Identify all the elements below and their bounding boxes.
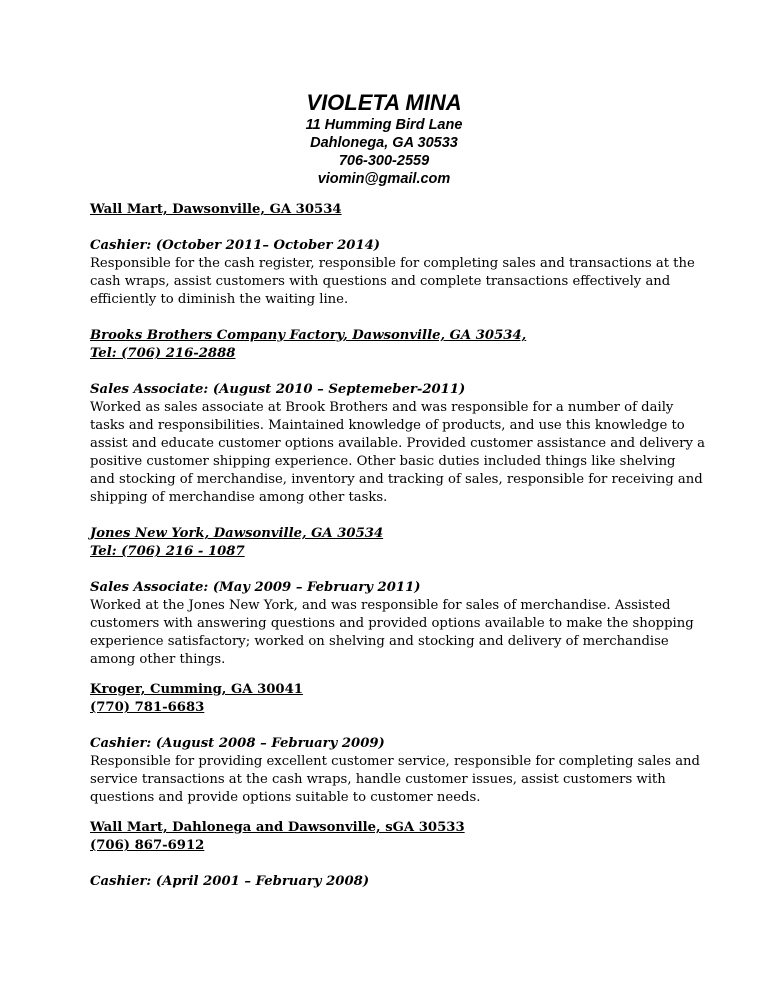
description-line: efficiently to diminish the waiting line.: [90, 292, 349, 307]
description-line: questions and provide options suitable to customer needs.: [90, 790, 481, 805]
job-description: [90, 255, 695, 309]
description-line: cash wraps, assist customers with questions and complete transactions effectively and: [90, 274, 671, 289]
description-line: positive customer shipping experience. Other basic duties included things like shelving: [90, 454, 676, 469]
resume-header: [0, 90, 768, 188]
description-line: and stocking of merchandise, inventory and tracking of sales, responsible for receiving and: [90, 472, 703, 487]
job-role: Cashier: (April 2001 – February 2008): [90, 874, 370, 889]
description-line: shipping of merchandise among other tasks.: [90, 490, 388, 505]
job-entry: [90, 327, 705, 507]
job-description: [90, 597, 694, 669]
employer-phone: (706) 867-6912: [90, 838, 205, 853]
street-address: 11 Humming Bird Lane: [305, 117, 463, 133]
description-line: Responsible for providing excellent customer service, responsible for completing sales and: [90, 754, 700, 769]
description-line: tasks and responsibilities. Maintained knowledge of products, and use this knowledge to: [90, 418, 685, 433]
employer-name: Wall Mart, Dahlonega and Dawsonville, sGA 30533: [90, 820, 465, 835]
employer-name: Kroger, Cumming, GA 30041: [90, 682, 303, 697]
candidate-name: VIOLETA MINA: [306, 90, 462, 115]
description-line: Worked at the Jones New York, and was responsible for sales of merchandise. Assisted: [90, 598, 671, 613]
email-address: viomin@gmail.com: [317, 171, 451, 187]
description-line: customers with answering questions and provided options available to make the shopping: [90, 616, 694, 631]
employer-name: Jones New York, Dawsonville, GA 30534: [90, 526, 384, 541]
job-role: Cashier: (August 2008 – February 2009): [90, 736, 385, 751]
description-line: among other things.: [90, 652, 226, 667]
description-line: experience satisfactory; worked on shelving and stocking and delivery of merchandise: [90, 634, 669, 649]
job-entry: [90, 681, 700, 807]
job-role: Sales Associate: (August 2010 – Septemeber-2011): [90, 382, 466, 397]
job-entry: [90, 201, 695, 309]
phone-number: 706-300-2559: [338, 153, 430, 169]
employer-phone: Tel: (706) 216-2888: [90, 346, 236, 361]
job-description: [90, 753, 700, 807]
description-line: Worked as sales associate at Brook Brothers and was responsible for a number of daily: [90, 400, 674, 415]
description-line: service transactions at the cash wraps, handle customer issues, assist customers with: [90, 772, 666, 787]
city-state-zip: Dahlonega, GA 30533: [310, 135, 458, 151]
employer-name: Wall Mart, Dawsonville, GA 30534: [90, 202, 342, 217]
description-line: Responsible for the cash register, responsible for completing sales and transactions at the: [90, 256, 695, 271]
description-line: assist and educate customer options available. Provided customer assistance and delivery a: [90, 436, 705, 451]
employer-phone: Tel: (706) 216 - 1087: [90, 544, 245, 559]
job-entry: [90, 819, 690, 891]
job-role: Sales Associate: (May 2009 – February 2011): [90, 580, 421, 595]
job-description: [90, 399, 705, 507]
job-role: Cashier: (October 2011– October 2014): [90, 238, 381, 253]
work-history: [90, 201, 705, 891]
job-entry: [90, 525, 694, 669]
employer-name: Brooks Brothers Company Factory, Dawsonville, GA 30534,: [90, 328, 527, 343]
employer-phone: (770) 781-6683: [90, 700, 205, 715]
